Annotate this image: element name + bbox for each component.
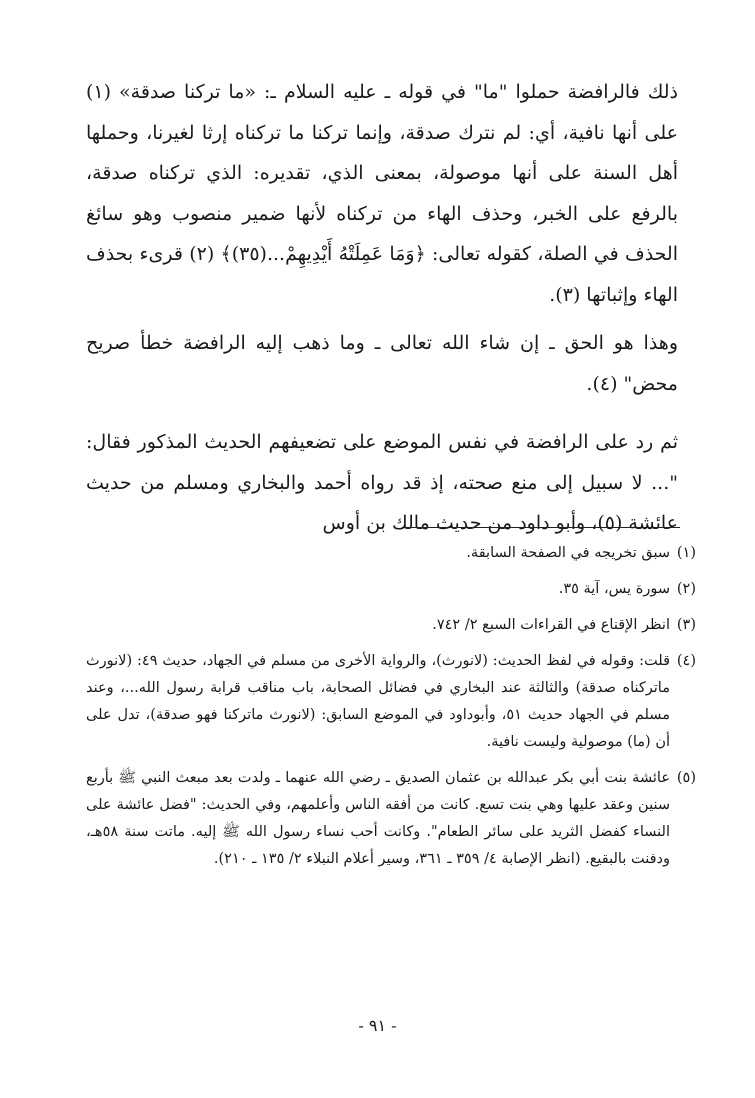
footnote-5 — [86, 765, 696, 873]
footnote-number: (٤) — [676, 653, 696, 669]
footnote-text: قلت: وقوله في لفظ الحديث: (لانورث)، والرواية الأخرى من مسلم في الجهاد، حديث ٤٩: (لانورث ماتركناه صدقة) والثالثة عند البخاري في فضائل الصحابة، باب مناقب قرابة رسول الله...، وعند مسلم في الجهاد حديث ٥١، وأبوداود في الموضع السابق: (لانورث ماتركنا فهو صدقة)، تدل على أن (ما) موصولية وليست نافية. — [86, 653, 670, 750]
paragraph-3: ثم رد على الرافضة في نفس الموضع على تضعيفهم الحديث المذكور فقال: "... لا سبيل إلى منع صحته، إذ قد رواه أحمد والبخاري ومسلم من حديث عائشة (٥)، وأبو داود من حديث مالك بن أوس — [86, 431, 678, 534]
page-number: - ٩١ - — [358, 1016, 397, 1035]
footnote-2 — [86, 576, 696, 603]
footnote-4 — [86, 648, 696, 756]
footnote-number: (٥) — [676, 770, 696, 786]
footnote-number: (١) — [676, 545, 696, 561]
paragraph-1: ذلك فالرافضة حملوا "ما" في قوله ـ عليه السلام ـ: «ما تركنا صدقة» (١) على أنها نافية، أي: لم نترك صدقة، وإنما تركنا ما تركناه إرثا لغيرنا، وحملها أهل السنة على أنها موصولة، بمعنى الذي، تقديره: الذي تركناه صدقة، بالرفع على الخبر، وحذف الهاء من تركناه لأنها ضمير منصوب وهو سائغ الحذف في الصلة، كقوله تعالى: ﴿وَمَا عَمِلَتْهُ أَيْدِيهِمْ...(٣٥)﴾ (٢) قرىء بحذف الهاء وإثباتها (٣). — [86, 81, 679, 306]
footnote-number: (٣) — [676, 617, 696, 633]
footnotes — [86, 540, 696, 882]
footnote-number: (٢) — [676, 581, 696, 597]
footnote-text: سبق تخريجه في الصفحة السابقة. — [466, 545, 670, 561]
footnote-separator — [402, 527, 680, 528]
paragraph-2: وهذا هو الحق ـ إن شاء الله تعالى ـ وما ذهب إليه الرافضة خطأ صريح محض" (٤). — [86, 332, 678, 395]
footnote-text: سورة يس، آية ٣٥. — [558, 581, 670, 597]
main-text — [86, 72, 678, 544]
footnote-text: عائشة بنت أبي بكر عبدالله بن عثمان الصديق ـ رضي الله عنهما ـ ولدت بعد مبعث النبي ﷺ بأربع سنين وعقد عليها وهي بنت تسع. كانت من أفقه الناس وأعلمهم، وفي الحديث: "فضل عائشة على النساء كفضل الثريد على سائر الطعام". وكانت أحب نساء رسول الله ﷺ إليه. ماتت سنة ٥٨هـ، ودفنت بالبقيع. (انظر الإصابة ٤/ ٣٥٩ ـ ٣٦١، وسير أعلام النبلاء ٢/ ١٣٥ ـ ٢١٠). — [86, 770, 670, 867]
footnote-1 — [86, 540, 696, 567]
footnote-3 — [86, 612, 696, 639]
footnote-text: انظر الإقناع في القراءات السبع ٢/ ٧٤٢. — [432, 617, 670, 633]
